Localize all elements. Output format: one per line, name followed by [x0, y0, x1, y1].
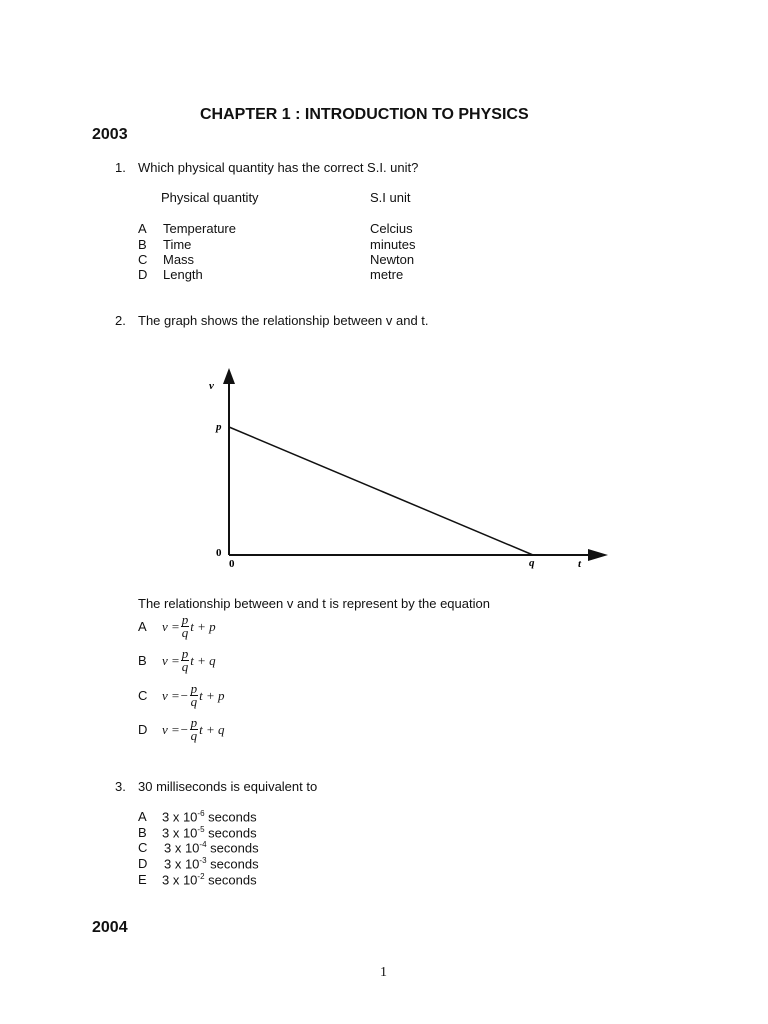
- fraction-denominator: q: [181, 625, 189, 640]
- option-unit: minutes: [370, 237, 416, 252]
- option-letter: A: [138, 809, 147, 825]
- option-row: [138, 809, 257, 824]
- option-base: 3 x 10: [162, 825, 198, 841]
- y-intercept-label: p: [216, 421, 222, 433]
- fraction: [181, 648, 190, 673]
- option-letter: A: [138, 619, 147, 634]
- option-unit: Newton: [370, 252, 415, 267]
- option-letter: B: [138, 825, 147, 841]
- x-origin-label: 0: [229, 558, 235, 570]
- equation-lhs: v =: [162, 687, 180, 703]
- option-letter: D: [138, 722, 148, 737]
- equation-lhs: v =: [162, 618, 180, 634]
- fraction-denominator: q: [190, 728, 198, 743]
- option-row: [138, 825, 257, 840]
- x-intercept-label: q: [529, 557, 535, 569]
- fraction-numerator: p: [190, 681, 198, 696]
- year-heading-2003: 2003: [92, 126, 128, 143]
- page-number: 1: [380, 965, 387, 980]
- question-number: 1.: [115, 160, 126, 175]
- option-exponent: -3: [199, 856, 207, 865]
- y-origin-label: 0: [216, 547, 222, 559]
- column-header-unit: S.I unit: [370, 190, 411, 205]
- question-number: 2.: [115, 313, 126, 328]
- question-number: 3.: [115, 779, 126, 794]
- option-quantity: Length: [163, 267, 203, 282]
- fraction: [181, 614, 190, 639]
- option-exponent: -2: [197, 872, 205, 881]
- equation-option: [138, 648, 216, 673]
- option-base: 3 x 10: [162, 872, 198, 888]
- graph-line: [229, 427, 533, 555]
- equation-rhs: t + p: [190, 618, 216, 634]
- option-unit: seconds: [204, 825, 257, 841]
- x-axis-label: t: [578, 558, 582, 570]
- equation-lhs: v =: [162, 652, 180, 668]
- fraction-numerator: p: [181, 646, 189, 661]
- equation-option: [138, 683, 224, 708]
- equation-sign: −: [179, 687, 189, 703]
- option-letter: A: [138, 221, 147, 236]
- equation-rhs: t + q: [199, 721, 225, 737]
- option-unit: metre: [370, 267, 404, 282]
- question-text: 30 milliseconds is equivalent to: [138, 779, 318, 794]
- equation-option: [138, 614, 216, 639]
- option-quantity: Mass: [163, 252, 195, 267]
- option-exponent: -4: [199, 840, 207, 849]
- fraction-denominator: q: [190, 694, 198, 709]
- fraction-numerator: p: [181, 612, 189, 627]
- option-exponent: -5: [197, 825, 205, 834]
- chapter-title: CHAPTER 1 : INTRODUCTION TO PHYSICS: [200, 106, 529, 123]
- option-row: [138, 872, 257, 887]
- question-text: Which physical quantity has the correct S.I. unit?: [138, 160, 419, 175]
- option-unit: seconds: [204, 872, 257, 888]
- option-base: 3 x 10: [164, 856, 200, 872]
- option-row: [138, 856, 259, 871]
- fraction: [190, 683, 199, 708]
- option-letter: E: [138, 872, 147, 888]
- equation-option: [138, 717, 224, 742]
- option-row: [138, 840, 259, 855]
- option-unit: seconds: [204, 809, 257, 825]
- option-base: 3 x 10: [164, 840, 200, 856]
- option-letter: B: [138, 237, 147, 252]
- equation-lhs: v =: [162, 721, 180, 737]
- option-letter: C: [138, 840, 148, 856]
- option-unit: seconds: [206, 856, 259, 872]
- option-letter: C: [138, 688, 148, 703]
- option-quantity: Temperature: [163, 221, 236, 236]
- follow-up-text: The relationship between v and t is represent by the equation: [138, 596, 490, 611]
- option-unit: Celcius: [370, 221, 413, 236]
- equation-rhs: t + q: [190, 652, 216, 668]
- equation-rhs: t + p: [199, 687, 225, 703]
- question-text: The graph shows the relationship between v and t.: [138, 313, 429, 328]
- option-letter: D: [138, 267, 148, 282]
- option-unit: seconds: [206, 840, 259, 856]
- option-letter: B: [138, 653, 147, 668]
- fraction-denominator: q: [181, 659, 189, 674]
- y-axis-arrow: [223, 368, 235, 384]
- option-letter: D: [138, 856, 148, 872]
- fraction-numerator: p: [190, 715, 198, 730]
- x-axis-arrow: [588, 549, 608, 561]
- option-exponent: -6: [197, 809, 205, 818]
- velocity-time-graph: [200, 360, 620, 580]
- y-axis-label: v: [209, 380, 214, 392]
- year-heading-2004: 2004: [92, 919, 128, 936]
- option-letter: C: [138, 252, 148, 267]
- option-base: 3 x 10: [162, 809, 198, 825]
- fraction: [190, 717, 199, 742]
- option-quantity: Time: [163, 237, 192, 252]
- column-header-quantity: Physical quantity: [161, 190, 259, 205]
- equation-sign: −: [179, 721, 189, 737]
